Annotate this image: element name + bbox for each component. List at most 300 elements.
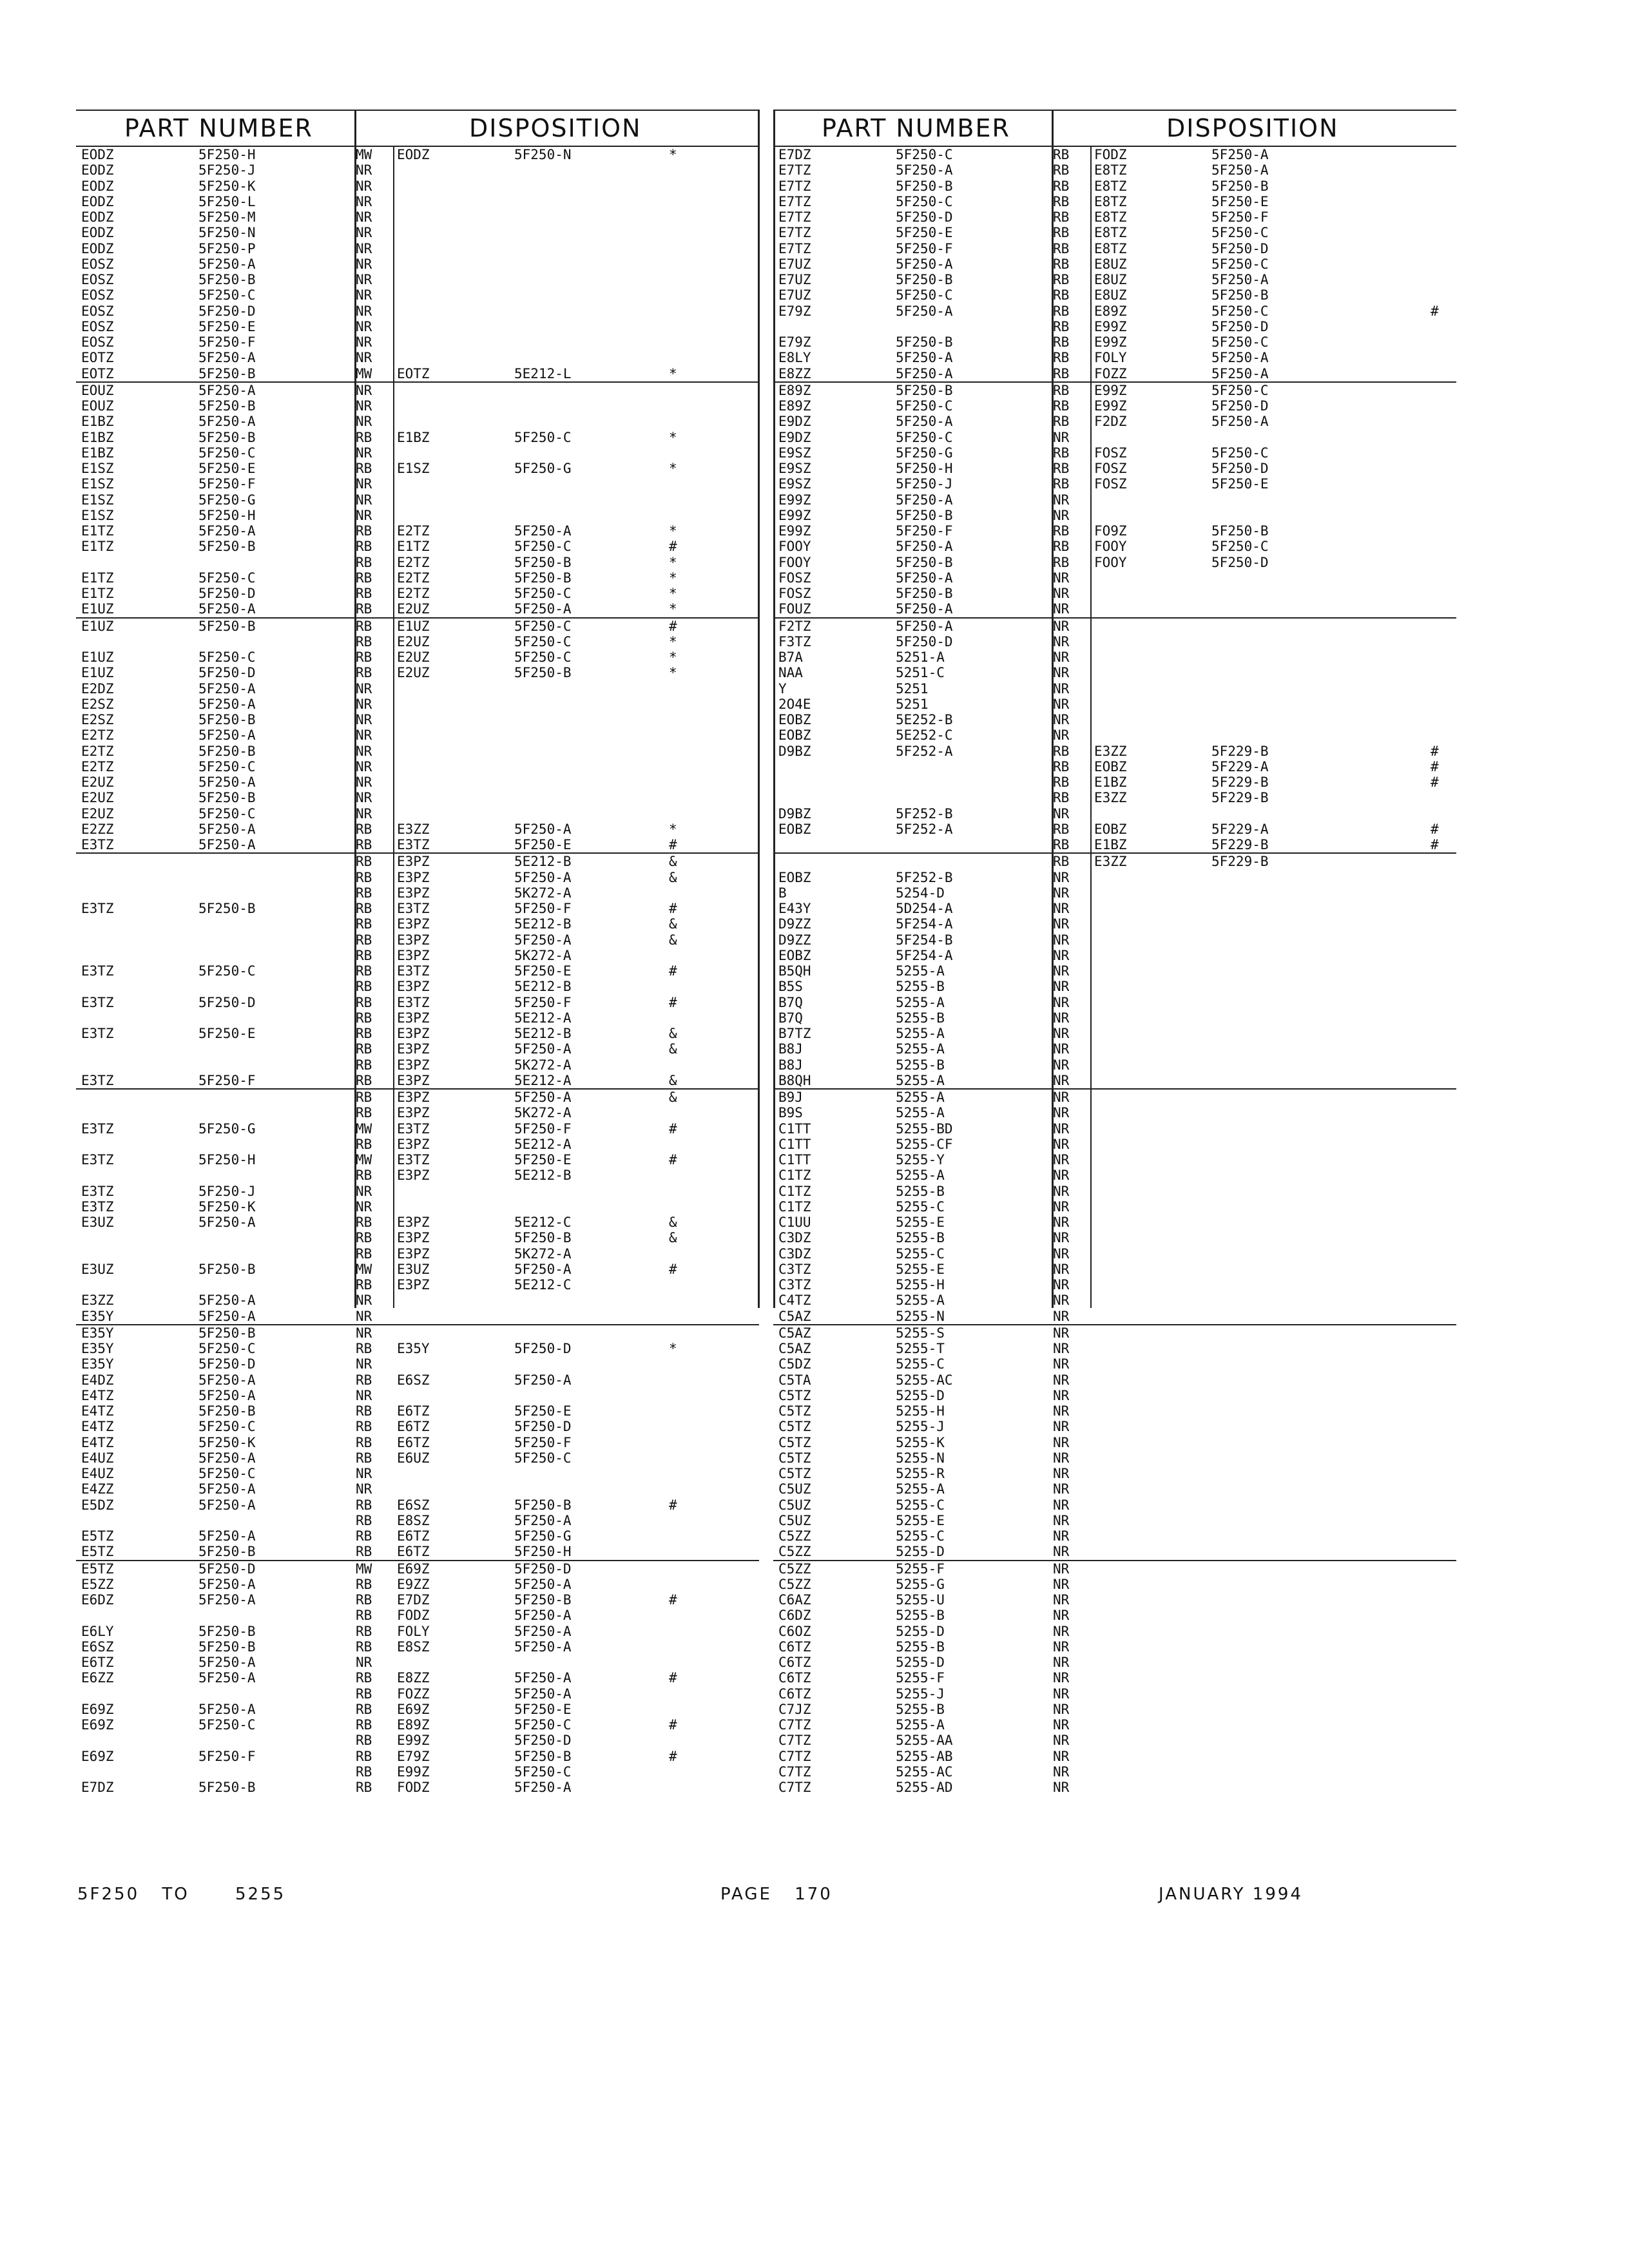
disposition-code: NR xyxy=(1053,1198,1070,1215)
right-table-header xyxy=(773,110,1456,147)
part-suffix: 5255-B xyxy=(896,1608,945,1624)
replacement-prefix: FOZZ xyxy=(397,1686,430,1702)
replacement-prefix: E3TZ xyxy=(397,963,430,979)
disposition-code: NR xyxy=(356,162,372,178)
part-suffix: 5255-U xyxy=(896,1592,945,1608)
note-mark: # xyxy=(669,963,677,979)
note-mark: * xyxy=(669,365,677,381)
table-row xyxy=(76,430,759,445)
table-row xyxy=(773,1560,1456,1577)
disposition-code: NR xyxy=(1053,1215,1070,1230)
part-suffix: 5F250-A xyxy=(896,492,953,508)
part-suffix: 5F250-B xyxy=(198,1261,256,1277)
replacement-prefix: E3TZ xyxy=(397,1152,430,1168)
disposition-code: NR xyxy=(1053,429,1070,445)
replacement-prefix: E8UZ xyxy=(1094,272,1127,287)
part-prefix: EODZ xyxy=(81,147,114,162)
part-suffix: 5F250-G xyxy=(198,1120,256,1137)
disposition-code: NR xyxy=(356,805,372,822)
part-prefix: E4TZ xyxy=(81,1403,114,1419)
replacement-prefix: E2UZ xyxy=(397,649,430,665)
replacement-suffix: 5F250-D xyxy=(1211,554,1269,570)
table-row xyxy=(773,1733,1456,1748)
table-row xyxy=(773,806,1456,822)
table-row xyxy=(76,209,759,225)
part-prefix: FOUZ xyxy=(778,601,811,617)
replacement-suffix: 5F250-D xyxy=(1211,240,1269,256)
disposition-code: NR xyxy=(1053,885,1070,901)
replacement-suffix: 5K272-A xyxy=(514,1057,572,1073)
part-prefix: E2SZ xyxy=(81,712,114,727)
table-row xyxy=(76,586,759,601)
disposition-code: NR xyxy=(356,696,372,712)
part-prefix: E2UZ xyxy=(81,774,114,790)
part-prefix: E3TZ xyxy=(81,1072,114,1088)
replacement-suffix: 5E212-C xyxy=(514,1277,572,1293)
table-row xyxy=(76,303,759,319)
part-prefix: E2TZ xyxy=(81,743,114,759)
table-row xyxy=(773,979,1456,994)
part-prefix: C5ZZ xyxy=(778,1561,811,1577)
disposition-code: RB xyxy=(356,854,372,870)
replacement-prefix: E3PZ xyxy=(397,979,430,995)
disposition-code: NR xyxy=(356,1325,372,1341)
disposition-code: RB xyxy=(356,994,372,1010)
table-row xyxy=(76,1121,759,1137)
part-suffix: 5255-B xyxy=(896,1701,945,1717)
table-row xyxy=(76,774,759,790)
part-prefix: C1TT xyxy=(778,1136,811,1152)
part-suffix: 5255-CF xyxy=(896,1136,953,1152)
replacement-prefix: E8UZ xyxy=(1094,287,1127,303)
disposition-code: RB xyxy=(356,1670,372,1686)
replacement-suffix: 5F250-B xyxy=(1211,523,1269,539)
part-prefix: E4ZZ xyxy=(81,1481,114,1497)
disposition-code: RB xyxy=(356,979,372,995)
note-mark: * xyxy=(669,147,677,162)
disposition-code: NR xyxy=(1053,1670,1070,1686)
replacement-prefix: E6UZ xyxy=(397,1450,430,1466)
disposition-code: NR xyxy=(356,240,372,256)
table-row xyxy=(773,319,1456,334)
replacement-prefix: E3ZZ xyxy=(1094,743,1127,759)
disposition-code: RB xyxy=(356,1528,372,1544)
replacement-suffix: 5F250-C xyxy=(514,429,572,445)
part-prefix: E2TZ xyxy=(81,727,114,744)
table-row xyxy=(773,1262,1456,1277)
replacement-suffix: 5E212-B xyxy=(514,916,572,932)
part-prefix: E3TZ xyxy=(81,1120,114,1137)
part-prefix: B7A xyxy=(778,649,803,665)
table-row xyxy=(773,586,1456,601)
table-row xyxy=(773,1073,1456,1088)
replacement-suffix: 5F250-H xyxy=(514,1544,572,1560)
part-suffix: 5255-A xyxy=(896,1168,945,1184)
replacement-prefix: FODZ xyxy=(397,1608,430,1624)
replacement-prefix: E1UZ xyxy=(397,618,430,634)
part-suffix: 5F250-A xyxy=(198,1308,256,1324)
part-suffix: 5255-D xyxy=(896,1544,945,1560)
disposition-code: RB xyxy=(356,1010,372,1026)
table-row xyxy=(76,1528,759,1544)
table-row xyxy=(76,1277,759,1293)
table-row xyxy=(773,350,1456,365)
part-suffix: 5251 xyxy=(896,680,929,697)
disposition-code: NR xyxy=(356,790,372,806)
table-row xyxy=(773,837,1456,852)
table-row xyxy=(773,995,1456,1010)
disposition-code: NR xyxy=(356,774,372,790)
replacement-suffix: 5F250-A xyxy=(1211,147,1269,162)
disposition-code: NR xyxy=(1053,1780,1070,1795)
part-prefix: E5TZ xyxy=(81,1544,114,1560)
part-prefix: C1UU xyxy=(778,1215,811,1230)
note-mark: * xyxy=(669,570,677,586)
part-suffix: 5255-B xyxy=(896,1057,945,1073)
part-suffix: 5F250-G xyxy=(198,492,256,508)
part-prefix: EOTZ xyxy=(81,365,114,381)
replacement-suffix: 5F250-C xyxy=(1211,225,1269,241)
disposition-code: RB xyxy=(356,461,372,476)
replacement-suffix: 5F250-A xyxy=(514,869,572,885)
table-row xyxy=(76,1356,759,1372)
disposition-code: NR xyxy=(1053,805,1070,822)
disposition-code: NR xyxy=(1053,1372,1070,1388)
replacement-suffix: 5F250-B xyxy=(514,1592,572,1608)
note-mark: & xyxy=(669,1230,677,1246)
replacement-suffix: 5F250-C xyxy=(1211,334,1269,350)
replacement-prefix: E99Z xyxy=(1094,398,1127,414)
replacement-suffix: 5F250-A xyxy=(514,1686,572,1702)
table-row xyxy=(76,1435,759,1450)
disposition-code: NR xyxy=(1053,586,1070,601)
part-prefix: E1UZ xyxy=(81,665,114,681)
replacement-suffix: 5F250-E xyxy=(514,1403,572,1419)
disposition-code: NR xyxy=(356,225,372,241)
note-mark: * xyxy=(669,586,677,601)
table-row xyxy=(76,1733,759,1748)
part-prefix: C6TZ xyxy=(778,1670,811,1686)
table-row xyxy=(76,1560,759,1577)
part-prefix: E99Z xyxy=(778,523,811,539)
part-suffix: 5F250-A xyxy=(896,618,953,634)
replacement-prefix: E79Z xyxy=(397,1748,430,1764)
replacement-prefix: E8SZ xyxy=(397,1639,430,1655)
replacement-prefix: EODZ xyxy=(397,147,430,162)
disposition-code: RB xyxy=(356,1215,372,1230)
table-row xyxy=(773,1686,1456,1702)
disposition-code: NR xyxy=(356,256,372,272)
part-prefix: EOBZ xyxy=(778,947,811,963)
part-suffix: 5F250-E xyxy=(896,225,953,241)
part-prefix: C1TZ xyxy=(778,1183,811,1199)
part-prefix: E3TZ xyxy=(81,1152,114,1168)
replacement-suffix: 5F250-F xyxy=(514,1120,572,1137)
part-prefix: E7DZ xyxy=(81,1780,114,1795)
part-suffix: 5F250-E xyxy=(198,461,256,476)
part-prefix: E1SZ xyxy=(81,476,114,492)
part-suffix: 5F250-D xyxy=(896,209,953,225)
disposition-code: NR xyxy=(356,476,372,492)
disposition-code: RB xyxy=(356,837,372,852)
disposition-code: RB xyxy=(356,1168,372,1184)
disposition-code: RB xyxy=(356,1403,372,1419)
part-prefix: C7TZ xyxy=(778,1748,811,1764)
part-prefix: E3TZ xyxy=(81,1198,114,1215)
table-row xyxy=(773,916,1456,932)
part-suffix: 5F250-K xyxy=(198,1198,256,1215)
part-suffix: 5F250-B xyxy=(896,272,953,287)
replacement-prefix: E3TZ xyxy=(397,901,430,916)
table-row xyxy=(773,162,1456,178)
table-row xyxy=(76,350,759,365)
disposition-code: NR xyxy=(356,758,372,774)
replacement-suffix: 5F250-G xyxy=(514,1528,572,1544)
note-mark: & xyxy=(669,932,677,948)
part-suffix: 5F250-C xyxy=(198,1341,256,1356)
disposition-code: NR xyxy=(1053,1387,1070,1403)
table-row xyxy=(773,430,1456,445)
table-row xyxy=(76,555,759,570)
part-suffix: 5F250-B xyxy=(896,178,953,194)
table-row xyxy=(76,759,759,774)
part-suffix: 5D254-A xyxy=(896,901,953,916)
part-suffix: 5255-A xyxy=(896,1026,945,1041)
replacement-prefix: FOSZ xyxy=(1094,445,1127,461)
part-prefix: E79Z xyxy=(778,334,811,350)
part-suffix: 5F250-B xyxy=(198,743,256,759)
disposition-code: NR xyxy=(356,1308,372,1324)
note-mark: # xyxy=(669,1120,677,1137)
table-row xyxy=(76,601,759,617)
replacement-suffix: 5F229-A xyxy=(1211,758,1269,774)
table-row xyxy=(773,178,1456,194)
part-suffix: 5F250-A xyxy=(198,1592,256,1608)
replacement-suffix: 5F250-A xyxy=(514,1780,572,1795)
replacement-prefix: E8UZ xyxy=(1094,256,1127,272)
disposition-code: NR xyxy=(1053,680,1070,697)
part-suffix: 5F250-D xyxy=(896,633,953,649)
table-row xyxy=(76,178,759,194)
part-suffix: 5F250-A xyxy=(198,350,256,366)
part-prefix: C5UZ xyxy=(778,1481,811,1497)
disposition-code: RB xyxy=(356,1136,372,1152)
replacement-prefix: E8TZ xyxy=(1094,162,1127,178)
part-prefix: C5ZZ xyxy=(778,1576,811,1592)
replacement-prefix: E6TZ xyxy=(397,1419,430,1435)
replacement-prefix: E2TZ xyxy=(397,586,430,601)
table-row xyxy=(773,601,1456,617)
disposition-code: RB xyxy=(356,570,372,586)
part-suffix: 5F250-A xyxy=(198,1655,256,1670)
replacement-prefix: E3PZ xyxy=(397,1136,430,1152)
part-suffix: 5F250-C xyxy=(198,570,256,586)
table-row xyxy=(773,697,1456,712)
part-prefix: B8J xyxy=(778,1057,803,1073)
replacement-suffix: 5F250-B xyxy=(1211,287,1269,303)
disposition-code: NR xyxy=(1053,1356,1070,1372)
table-row xyxy=(76,697,759,712)
replacement-prefix: E3UZ xyxy=(397,1261,430,1277)
table-row xyxy=(773,539,1456,554)
part-suffix: 5F250-C xyxy=(896,398,953,414)
part-prefix: B8QH xyxy=(778,1072,811,1088)
note-mark: # xyxy=(669,1670,677,1686)
disposition-code: NR xyxy=(1053,1041,1070,1057)
replacement-prefix: E8ZZ xyxy=(397,1670,430,1686)
note-mark: * xyxy=(669,649,677,665)
table-row xyxy=(76,852,759,869)
part-prefix: E4UZ xyxy=(81,1466,114,1481)
disposition-code: NR xyxy=(1053,932,1070,948)
disposition-code: NR xyxy=(1053,1293,1070,1309)
disposition-code: NR xyxy=(356,382,372,398)
replacement-prefix: E3PZ xyxy=(397,1090,430,1105)
replacement-suffix: 5F250-B xyxy=(514,1497,572,1513)
part-prefix: E7UZ xyxy=(778,256,811,272)
replacement-prefix: EOBZ xyxy=(1094,821,1127,837)
part-prefix: C7TZ xyxy=(778,1763,811,1780)
disposition-code: NR xyxy=(1053,1701,1070,1717)
part-prefix: E7DZ xyxy=(778,147,811,162)
part-suffix: 5255-A xyxy=(896,1105,945,1121)
disposition-code: NR xyxy=(356,1183,372,1199)
range-to: 5255 xyxy=(235,1885,286,1904)
replacement-suffix: 5E212-B xyxy=(514,854,572,870)
table-row xyxy=(773,744,1456,759)
disposition-code: NR xyxy=(1053,696,1070,712)
replacement-suffix: 5F250-N xyxy=(514,147,572,162)
disposition-code: NR xyxy=(1053,601,1070,617)
part-prefix: D9ZZ xyxy=(778,932,811,948)
disposition-heading: DISPOSITION xyxy=(469,114,642,142)
disposition-code: RB xyxy=(356,901,372,916)
part-prefix: C5UZ xyxy=(778,1512,811,1528)
part-prefix: C1TT xyxy=(778,1152,811,1168)
part-prefix: B9S xyxy=(778,1105,803,1121)
part-prefix: E7TZ xyxy=(778,225,811,241)
disposition-heading: DISPOSITION xyxy=(1166,114,1339,142)
disposition-code: RB xyxy=(356,1748,372,1764)
table-row xyxy=(773,523,1456,539)
table-row xyxy=(773,1403,1456,1419)
disposition-code: NR xyxy=(1053,869,1070,885)
part-suffix: 5255-G xyxy=(896,1576,945,1592)
replacement-prefix: FODZ xyxy=(1094,147,1127,162)
part-prefix: E9SZ xyxy=(778,476,811,492)
disposition-code: NR xyxy=(1053,1592,1070,1608)
left-table-header xyxy=(76,110,759,147)
replacement-suffix: 5F250-B xyxy=(514,665,572,681)
part-prefix: E7UZ xyxy=(778,272,811,287)
table-row xyxy=(76,1481,759,1497)
part-suffix: 5E252-B xyxy=(896,712,953,727)
disposition-code: RB xyxy=(356,1041,372,1057)
part-suffix: 5F250-C xyxy=(198,1717,256,1733)
part-suffix: 5F250-A xyxy=(198,727,256,744)
disposition-code: RB xyxy=(1053,178,1070,194)
replacement-prefix: E3PZ xyxy=(397,885,430,901)
disposition-code: RB xyxy=(1053,461,1070,476)
table-row xyxy=(773,256,1456,272)
disposition-code: NR xyxy=(1053,1010,1070,1026)
disposition-code: NR xyxy=(1053,665,1070,681)
part-prefix: C3DZ xyxy=(778,1230,811,1246)
disposition-code: RB xyxy=(1053,790,1070,806)
part-suffix: 5F250-F xyxy=(198,1072,256,1088)
replacement-suffix: 5F250-A xyxy=(514,932,572,948)
part-suffix: 5F250-B xyxy=(198,618,256,634)
replacement-suffix: 5F250-E xyxy=(1211,193,1269,209)
part-suffix: 5255-A xyxy=(896,1717,945,1733)
table-row xyxy=(773,1246,1456,1262)
replacement-prefix: E99Z xyxy=(397,1763,430,1780)
part-suffix: 5F250-F xyxy=(198,334,256,350)
replacement-prefix: E3PZ xyxy=(397,1026,430,1041)
part-suffix: 5F250-F xyxy=(896,523,953,539)
part-suffix: 5F250-A xyxy=(198,1576,256,1592)
disposition-code: NR xyxy=(1053,1748,1070,1764)
part-prefix: C6DZ xyxy=(778,1608,811,1624)
part-prefix: Y xyxy=(778,680,787,697)
part-prefix: E2SZ xyxy=(81,696,114,712)
disposition-code: RB xyxy=(356,1277,372,1293)
replacement-prefix: E3PZ xyxy=(397,1072,430,1088)
replacement-prefix: E99Z xyxy=(1094,334,1127,350)
part-prefix: E1SZ xyxy=(81,507,114,523)
table-row xyxy=(76,790,759,805)
disposition-code: NR xyxy=(1053,1136,1070,1152)
replacement-suffix: 5F250-C xyxy=(1211,382,1269,398)
part-suffix: 5255-H xyxy=(896,1277,945,1293)
table-row xyxy=(773,1764,1456,1780)
table-row xyxy=(773,241,1456,256)
replacement-suffix: 5F250-C xyxy=(514,633,572,649)
table-row xyxy=(76,1497,759,1513)
note-mark: * xyxy=(669,821,677,837)
table-row xyxy=(76,1592,759,1608)
replacement-suffix: 5F250-D xyxy=(514,1341,572,1356)
replacement-prefix: EOTZ xyxy=(397,365,430,381)
part-prefix: E7UZ xyxy=(778,287,811,303)
table-row xyxy=(76,1184,759,1199)
replacement-suffix: 5F250-A xyxy=(514,601,572,617)
replacement-suffix: 5K272-A xyxy=(514,947,572,963)
part-prefix: D9BZ xyxy=(778,805,811,822)
disposition-code: NR xyxy=(1053,1623,1070,1639)
replacement-prefix: E2UZ xyxy=(397,665,430,681)
table-row xyxy=(773,398,1456,414)
part-suffix: 5F250-J xyxy=(198,162,256,178)
part-prefix: E9DZ xyxy=(778,414,811,430)
part-prefix: B xyxy=(778,885,787,901)
disposition-code: RB xyxy=(1053,147,1070,162)
table-row xyxy=(773,1293,1456,1308)
part-suffix: 5F250-C xyxy=(198,445,256,461)
part-suffix: 5255-E xyxy=(896,1261,945,1277)
table-row xyxy=(76,1717,759,1733)
part-prefix: D9BZ xyxy=(778,743,811,759)
disposition-code: RB xyxy=(356,821,372,837)
part-suffix: 5255-D xyxy=(896,1623,945,1639)
table-row xyxy=(76,287,759,303)
replacement-prefix: E2TZ xyxy=(397,523,430,539)
replacement-suffix: 5E212-B xyxy=(514,979,572,995)
table-row xyxy=(773,1577,1456,1592)
table-row xyxy=(76,1341,759,1356)
disposition-code: RB xyxy=(1053,162,1070,178)
table-row xyxy=(76,617,759,634)
